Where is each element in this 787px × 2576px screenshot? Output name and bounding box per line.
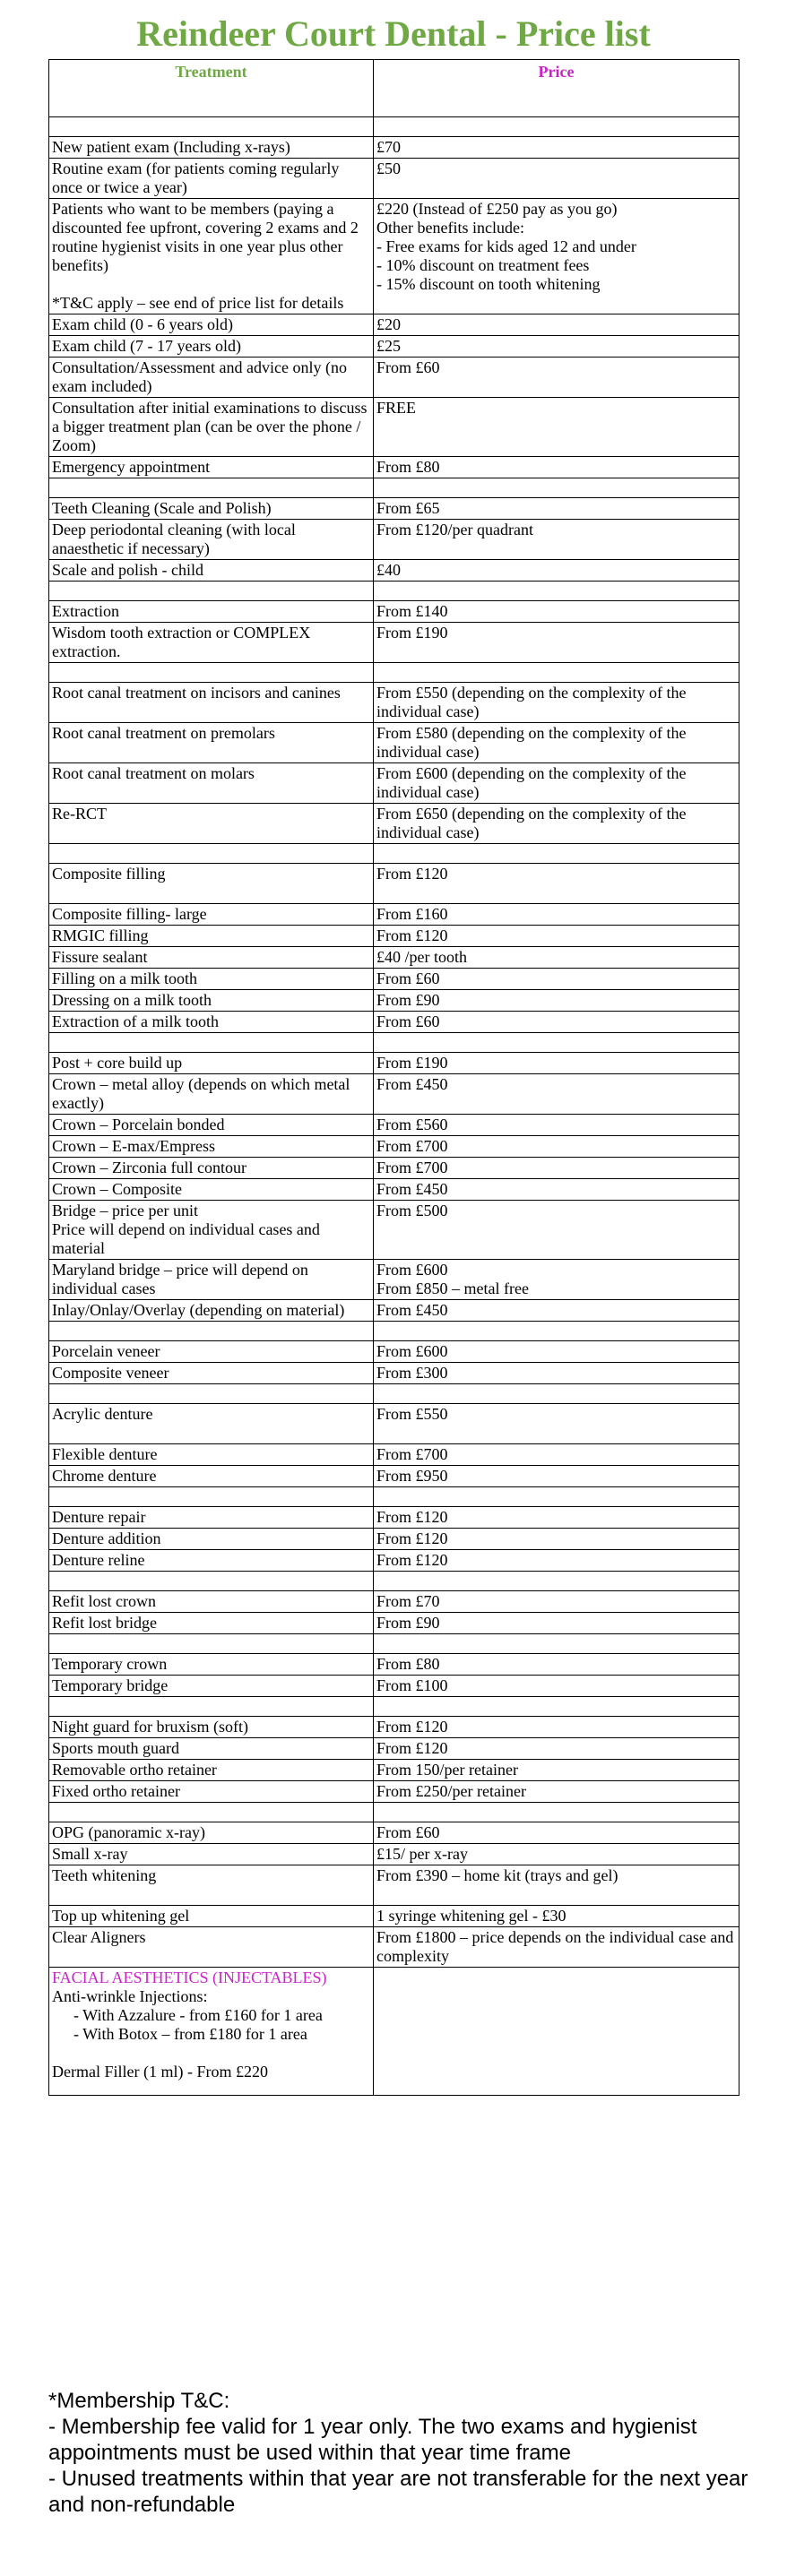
treatment-cell: Root canal treatment on incisors and canines xyxy=(49,683,374,723)
treatment-cell: Filling on a milk tooth xyxy=(49,969,374,990)
treatment-cell xyxy=(49,117,374,137)
table-row xyxy=(49,1572,739,1591)
table-row xyxy=(49,1033,739,1053)
treatment-cell: Maryland bridge – price will depend on individual cases xyxy=(49,1260,374,1300)
treatment-cell: Teeth whitening xyxy=(49,1865,374,1906)
facial-aesthetics-heading: FACIAL AESTHETICS (INJECTABLES) xyxy=(52,1969,327,1986)
table-row xyxy=(49,1738,739,1760)
table-row xyxy=(49,498,739,520)
treatment-cell xyxy=(49,478,374,498)
treatment-cell: Fixed ortho retainer xyxy=(49,1781,374,1803)
treatment-cell: Temporary bridge xyxy=(49,1676,374,1697)
treatment-cell: Bridge – price per unit Price will depend on individual cases and material xyxy=(49,1201,374,1260)
treatment-cell xyxy=(49,1803,374,1822)
price-cell xyxy=(374,117,739,137)
price-cell: From £120 xyxy=(374,1529,739,1550)
price-cell xyxy=(374,1322,739,1341)
treatment-cell: Root canal treatment on premolars xyxy=(49,723,374,763)
price-cell: From £60 xyxy=(374,1822,739,1844)
anti-wrinkle-heading: Anti-wrinkle Injections: xyxy=(52,1987,208,2005)
table-row xyxy=(49,520,739,560)
price-cell: £20 xyxy=(374,314,739,336)
price-cell: From £1800 – price depends on the individual case and complexity xyxy=(374,1927,739,1968)
table-row xyxy=(49,398,739,457)
price-cell: From £120 xyxy=(374,864,739,904)
price-cell: From £950 xyxy=(374,1466,739,1487)
table-row xyxy=(49,1507,739,1529)
treatment-cell xyxy=(49,1033,374,1053)
price-cell: From £120/per quadrant xyxy=(374,520,739,560)
table-row xyxy=(49,1717,739,1738)
price-cell: From £140 xyxy=(374,601,739,623)
price-cell: From £500 xyxy=(374,1201,739,1260)
treatment-cell: Clear Aligners xyxy=(49,1927,374,1968)
price-cell: From £60 xyxy=(374,358,739,398)
table-row xyxy=(49,1550,739,1572)
table-row xyxy=(49,1613,739,1634)
azzalure-price: - With Azzalure - from £160 for 1 area xyxy=(74,2006,323,2024)
treatment-cell: Emergency appointment xyxy=(49,457,374,478)
facial-aesthetics-cell xyxy=(49,1968,374,2096)
price-cell: From £300 xyxy=(374,1363,739,1384)
table-row xyxy=(49,199,739,314)
table-row xyxy=(49,763,739,804)
table-row xyxy=(49,926,739,947)
treatment-column-header: Treatment xyxy=(49,60,374,117)
price-cell: From £450 xyxy=(374,1179,739,1201)
treatment-cell: Root canal treatment on molars xyxy=(49,763,374,804)
price-cell xyxy=(374,1033,739,1053)
price-cell: From £700 xyxy=(374,1158,739,1179)
page-title: Reindeer Court Dental - Price list xyxy=(136,13,651,54)
treatment-cell: Top up whitening gel xyxy=(49,1906,374,1927)
table-row xyxy=(49,990,739,1012)
treatment-cell: Patients who want to be members (paying a discounted fee upfront, covering 2 exams and 2 routine hygienist visits in one year plus other benefits) *T&C apply – see end of price list for details xyxy=(49,199,374,314)
price-cell: From £120 xyxy=(374,1738,739,1760)
treatment-cell xyxy=(49,1697,374,1717)
table-row xyxy=(49,1487,739,1507)
table-row xyxy=(49,1363,739,1384)
table-row xyxy=(49,1341,739,1363)
table-row xyxy=(49,663,739,683)
membership-terms: *Membership T&C: - Membership fee valid for 1 year only. The two exams and hygienist appointments must be used within that year time frame - Unused treatments within that year are not transferable for the next year and non-refundable xyxy=(48,2389,748,2517)
treatment-cell: Crown – E-max/Empress xyxy=(49,1136,374,1158)
table-row xyxy=(49,1844,739,1865)
price-cell: £50 xyxy=(374,159,739,199)
treatment-cell: OPG (panoramic x-ray) xyxy=(49,1822,374,1844)
price-cell: From £390 – home kit (trays and gel) xyxy=(374,1865,739,1906)
table-row xyxy=(49,623,739,663)
price-cell xyxy=(374,582,739,601)
table-row xyxy=(49,1865,739,1906)
treatment-cell: Consultation/Assessment and advice only (no exam included) xyxy=(49,358,374,398)
table-row xyxy=(49,1158,739,1179)
table-row xyxy=(49,1529,739,1550)
price-cell: From £90 xyxy=(374,990,739,1012)
treatment-cell: Consultation after initial examinations to discuss a bigger treatment plan (can be over the phone / Zoom) xyxy=(49,398,374,457)
table-row xyxy=(49,969,739,990)
treatment-cell: Crown – metal alloy (depends on which metal exactly) xyxy=(49,1074,374,1115)
table-row xyxy=(49,1927,739,1968)
price-cell xyxy=(374,663,739,683)
treatment-cell: Sports mouth guard xyxy=(49,1738,374,1760)
treatment-cell xyxy=(49,844,374,864)
price-cell: From £190 xyxy=(374,623,739,663)
table-row xyxy=(49,358,739,398)
treatment-cell: Exam child (0 - 6 years old) xyxy=(49,314,374,336)
price-cell: From £160 xyxy=(374,904,739,926)
table-header-row xyxy=(49,60,739,117)
price-cell: From £100 xyxy=(374,1676,739,1697)
treatment-cell: Small x-ray xyxy=(49,1844,374,1865)
treatment-cell: Removable ortho retainer xyxy=(49,1760,374,1781)
price-cell: From £550 (depending on the complexity of the individual case) xyxy=(374,683,739,723)
table-row xyxy=(49,1074,739,1115)
price-cell: 1 syringe whitening gel - £30 xyxy=(374,1906,739,1927)
treatment-cell xyxy=(49,1322,374,1341)
treatment-cell xyxy=(49,663,374,683)
treatment-cell: Composite veneer xyxy=(49,1363,374,1384)
table-row xyxy=(49,137,739,159)
price-cell: From £600 xyxy=(374,1341,739,1363)
price-table-body xyxy=(49,117,739,2096)
price-cell xyxy=(374,1803,739,1822)
price-cell: From £650 (depending on the complexity of the individual case) xyxy=(374,804,739,844)
price-cell: £15/ per x-ray xyxy=(374,1844,739,1865)
table-row xyxy=(49,1591,739,1613)
table-row xyxy=(49,1760,739,1781)
table-row xyxy=(49,1466,739,1487)
price-cell: £40 /per tooth xyxy=(374,947,739,969)
table-row xyxy=(49,1676,739,1697)
price-cell: From £90 xyxy=(374,1613,739,1634)
table-row xyxy=(49,336,739,358)
treatment-cell: Refit lost bridge xyxy=(49,1613,374,1634)
treatment-cell: Acrylic denture xyxy=(49,1404,374,1444)
treatment-cell: RMGIC filling xyxy=(49,926,374,947)
price-cell: £40 xyxy=(374,560,739,582)
price-cell: From £450 xyxy=(374,1300,739,1322)
treatment-cell: Scale and polish - child xyxy=(49,560,374,582)
price-cell: £220 (Instead of £250 pay as you go) Other benefits include: - Free exams for kids aged 12 and under - 10% discount on treatment fees - 15% discount on tooth whitening xyxy=(374,199,739,314)
treatment-cell: Crown – Porcelain bonded xyxy=(49,1115,374,1136)
table-row xyxy=(49,1634,739,1654)
table-row xyxy=(49,1697,739,1717)
table-row xyxy=(49,864,739,904)
price-cell: From 150/per retainer xyxy=(374,1760,739,1781)
treatment-cell xyxy=(49,1487,374,1507)
price-cell: From £60 xyxy=(374,1012,739,1033)
treatment-cell: Teeth Cleaning (Scale and Polish) xyxy=(49,498,374,520)
price-cell: From £600 From £850 – metal free xyxy=(374,1260,739,1300)
table-row xyxy=(49,159,739,199)
treatment-cell: Fissure sealant xyxy=(49,947,374,969)
table-row xyxy=(49,117,739,137)
table-row xyxy=(49,1053,739,1074)
price-cell: From £65 xyxy=(374,498,739,520)
treatment-cell xyxy=(49,1634,374,1654)
price-cell: From £700 xyxy=(374,1444,739,1466)
treatment-cell: Crown – Composite xyxy=(49,1179,374,1201)
price-cell: From £560 xyxy=(374,1115,739,1136)
table-row xyxy=(49,844,739,864)
price-cell xyxy=(374,1634,739,1654)
table-row xyxy=(49,904,739,926)
price-cell: From £450 xyxy=(374,1074,739,1115)
price-cell: From £190 xyxy=(374,1053,739,1074)
table-row xyxy=(49,804,739,844)
price-cell: From £60 xyxy=(374,969,739,990)
table-row xyxy=(49,560,739,582)
table-row xyxy=(49,1906,739,1927)
table-row xyxy=(49,314,739,336)
table-row xyxy=(49,1404,739,1444)
treatment-cell: Denture addition xyxy=(49,1529,374,1550)
table-row xyxy=(49,1201,739,1260)
price-cell xyxy=(374,478,739,498)
treatment-cell: Extraction of a milk tooth xyxy=(49,1012,374,1033)
treatment-cell: Night guard for bruxism (soft) xyxy=(49,1717,374,1738)
treatment-cell: Flexible denture xyxy=(49,1444,374,1466)
treatment-cell: Deep periodontal cleaning (with local anaesthetic if necessary) xyxy=(49,520,374,560)
table-row xyxy=(49,1322,739,1341)
price-cell: From £120 xyxy=(374,1717,739,1738)
treatment-cell: Routine exam (for patients coming regularly once or twice a year) xyxy=(49,159,374,199)
table-row xyxy=(49,683,739,723)
price-cell: From £120 xyxy=(374,1507,739,1529)
table-row xyxy=(49,582,739,601)
price-cell xyxy=(374,1384,739,1404)
treatment-cell: Inlay/Onlay/Overlay (depending on material) xyxy=(49,1300,374,1322)
price-table xyxy=(48,59,739,2096)
price-cell: From £80 xyxy=(374,1654,739,1676)
table-row xyxy=(49,1444,739,1466)
price-cell: £70 xyxy=(374,137,739,159)
treatment-cell: Denture reline xyxy=(49,1550,374,1572)
treatment-cell xyxy=(49,1572,374,1591)
table-row xyxy=(49,1654,739,1676)
treatment-cell: Dressing on a milk tooth xyxy=(49,990,374,1012)
price-cell: From £120 xyxy=(374,1550,739,1572)
table-row xyxy=(49,1136,739,1158)
price-cell: From £250/per retainer xyxy=(374,1781,739,1803)
treatment-cell: Composite filling- large xyxy=(49,904,374,926)
treatment-cell: Exam child (7 - 17 years old) xyxy=(49,336,374,358)
price-cell: From £80 xyxy=(374,457,739,478)
treatment-cell: Wisdom tooth extraction or COMPLEX extraction. xyxy=(49,623,374,663)
table-row xyxy=(49,1012,739,1033)
treatment-cell xyxy=(49,582,374,601)
price-cell xyxy=(374,1968,739,2096)
treatment-cell: New patient exam (Including x-rays) xyxy=(49,137,374,159)
treatment-cell: Porcelain veneer xyxy=(49,1341,374,1363)
table-row xyxy=(49,478,739,498)
price-column-header: Price xyxy=(374,60,739,117)
treatment-cell xyxy=(49,1384,374,1404)
table-row xyxy=(49,1260,739,1300)
table-row xyxy=(49,1822,739,1844)
price-cell: From £70 xyxy=(374,1591,739,1613)
treatment-cell: Post + core build up xyxy=(49,1053,374,1074)
price-cell xyxy=(374,844,739,864)
treatment-cell: Refit lost crown xyxy=(49,1591,374,1613)
price-cell: From £600 (depending on the complexity of the individual case) xyxy=(374,763,739,804)
table-row xyxy=(49,1968,739,2096)
table-row xyxy=(49,1803,739,1822)
price-cell: From £120 xyxy=(374,926,739,947)
price-cell: From £700 xyxy=(374,1136,739,1158)
table-row xyxy=(49,1384,739,1404)
table-row xyxy=(49,1781,739,1803)
treatment-cell: Chrome denture xyxy=(49,1466,374,1487)
treatment-cell: Denture repair xyxy=(49,1507,374,1529)
table-row xyxy=(49,1179,739,1201)
price-cell: From £550 xyxy=(374,1404,739,1444)
price-cell: From £580 (depending on the complexity of the individual case) xyxy=(374,723,739,763)
price-cell: FREE xyxy=(374,398,739,457)
treatment-cell: Temporary crown xyxy=(49,1654,374,1676)
table-row xyxy=(49,457,739,478)
treatment-cell: Crown – Zirconia full contour xyxy=(49,1158,374,1179)
price-cell: £25 xyxy=(374,336,739,358)
table-row xyxy=(49,947,739,969)
table-row xyxy=(49,723,739,763)
price-cell xyxy=(374,1697,739,1717)
botox-price: - With Botox – from £180 for 1 area xyxy=(74,2025,307,2043)
treatment-cell: Re-RCT xyxy=(49,804,374,844)
price-cell xyxy=(374,1572,739,1591)
treatment-cell: Composite filling xyxy=(49,864,374,904)
treatment-cell: Extraction xyxy=(49,601,374,623)
dermal-filler-price: Dermal Filler (1 ml) - From £220 xyxy=(52,2063,268,2081)
table-row xyxy=(49,601,739,623)
table-row xyxy=(49,1115,739,1136)
price-cell xyxy=(374,1487,739,1507)
table-row xyxy=(49,1300,739,1322)
